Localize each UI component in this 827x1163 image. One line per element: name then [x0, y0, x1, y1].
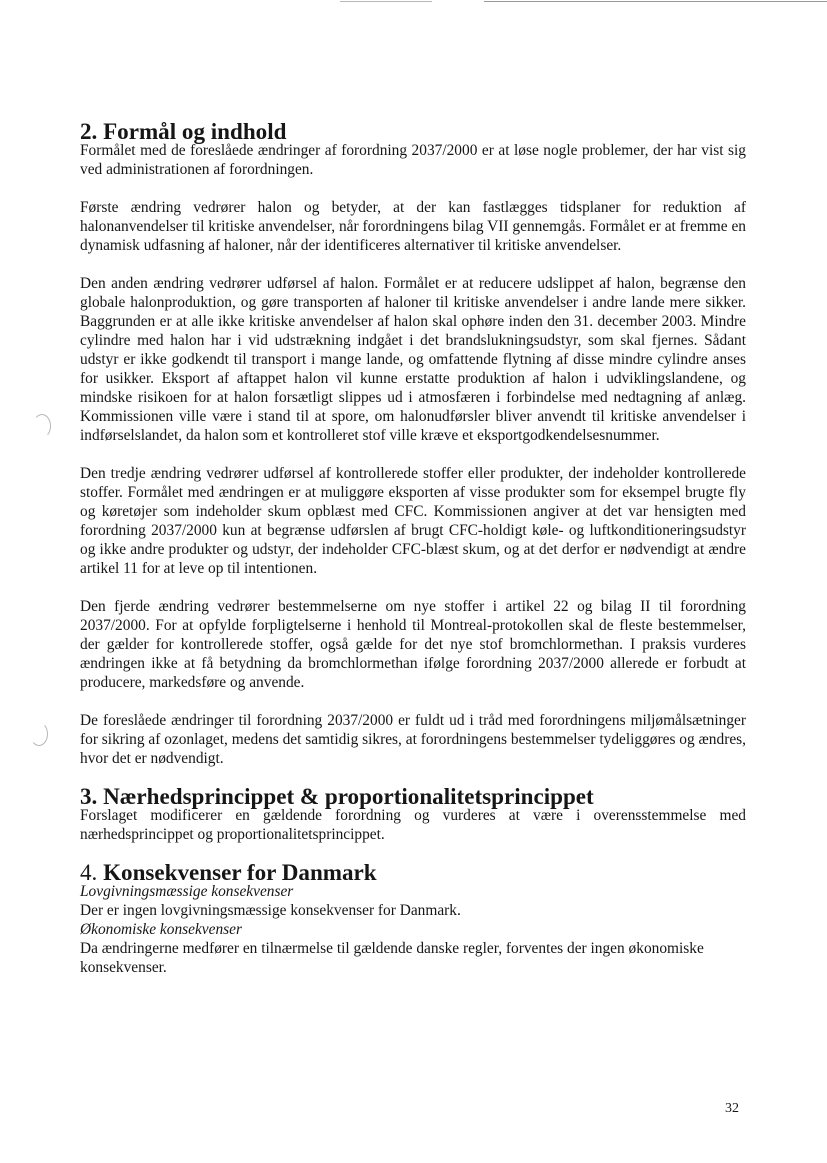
- section-2-paragraph-5: Den fjerde ændring vedrører bestemmelserne om nye stoffer i artikel 22 og bilag II til forordning 2037/2000. For at opfylde forpligtelserne i henhold til Montreal-protokollen skal de fleste bestemmelser, der gælder for kontrollerede stoffer, også gælde for det nye stof bromchlormethan. I praksis vurderes ændringen ikke at få betydning da bromchlormethan ifølge forordning 2037/2000 allerede er forbudt at producere, markedsføre og anvende.: [80, 598, 746, 691]
- subheading-economic: Økonomiske konsekvenser: [80, 921, 242, 938]
- section-2-paragraph-6: De foreslåede ændringer til forordning 2037/2000 er fuldt ud i tråd med forordningens miljømålsætninger for sikring af ozonlaget, medens det samtidig sikres, at forordningens bestemmelser tydeliggøres og ændres, hvor det er nødvendigt.: [80, 712, 746, 767]
- economic-text: Da ændringerne medfører en tilnærmelse til gældende danske regler, forventes der ingen økonomiske konsekvenser.: [80, 940, 704, 976]
- section-3-heading: 3. Nærhedsprincippet & proportionalitetsprincippet: [80, 783, 594, 809]
- document-page: [80, 118, 746, 977]
- section-4-heading: [80, 859, 746, 885]
- section-2-paragraph-4: Den tredje ændring vedrører udførsel af kontrollerede stoffer eller produkter, der indeholder kontrollerede stoffer. Formålet med ændringen er at muliggøre eksporten af visse produkter som for eksempel brugte fly og køretøjer som indeholder skum opblæst med CFC. Kommissionen angiver at det var hensigten med forordning 2037/2000 kun at begrænse udførslen af brugt CFC-holdigt køle- og luftkonditioneringsudstyr og ikke andre produkter og udstyr, der indeholder CFC-blæst skum, og at det derfor er nødvendigt at ændre artikel 11 for at leve op til intentionen.: [80, 465, 746, 577]
- legislative-text: Der er ingen lovgivningsmæssige konsekvenser for Danmark.: [80, 902, 461, 919]
- section-2-paragraph-3: Den anden ændring vedrører udførsel af halon. Formålet er at reducere udslippet af halon, begrænse den globale halonproduktion, og gøre transporten af haloner til kritiske anvendelser i andre lande mere sikker. Baggrunden er at alle ikke kritiske anvendelser af halon skal ophøre inden den 31. december 2003. Mindre cylindre med halon har i vid udstrækning indgået i det brandslukningsudstyr, som skal fjernes. Sådant udstyr er ikke godkendt til transport i mange lande, og omfattende flytning af disse mindre cylindre anses for usikker. Eksport af aftappet halon vil kunne erstatte produktion af halon i udviklingslandene, og mindske risikoen for at halon forsætligt slippes ud i atmosfæren i forbindelse med nedtagning af anlæg. Kommissionen ville være i stand til at spore, om halonudførsler bliver anvendt til kritiske anvendelser i indførselslandet, da halon som et kontrolleret stof ville kræve et eksportgodkendelsesnummer.: [80, 275, 746, 444]
- section-4-title: Konsekvenser for Danmark: [103, 859, 377, 885]
- scan-edge-line: [484, 1, 827, 2]
- punch-hole-mark: [30, 722, 48, 746]
- section-4-number: 4.: [80, 859, 98, 885]
- page-number: 32: [725, 1101, 739, 1116]
- section-2-heading: 2. Formål og indhold: [80, 118, 287, 144]
- punch-hole-mark: [33, 414, 51, 438]
- section-3-paragraph: Forslaget modificerer en gældende forordning og vurderes at være i overensstemmelse med nærhedsprincippet og proportionalitetsprincippet.: [80, 807, 746, 843]
- scan-edge-line: [340, 1, 432, 2]
- section-2-paragraph-2: Første ændring vedrører halon og betyder, at der kan fastlægges tidsplaner for reduktion af halonanvendelser til kritiske anvendelser, når forordningens bilag VII gennemgås. Formålet er at fremme en dynamisk udfasning af haloner, når der identificeres alternativer til kritiske anvendelser.: [80, 199, 746, 254]
- section-2-paragraph-1: Formålet med de foreslåede ændringer af forordning 2037/2000 er at løse nogle problemer, der har vist sig ved administrationen af forordningen.: [80, 142, 746, 178]
- subheading-legislative: Lovgivningsmæssige konsekvenser: [80, 883, 294, 900]
